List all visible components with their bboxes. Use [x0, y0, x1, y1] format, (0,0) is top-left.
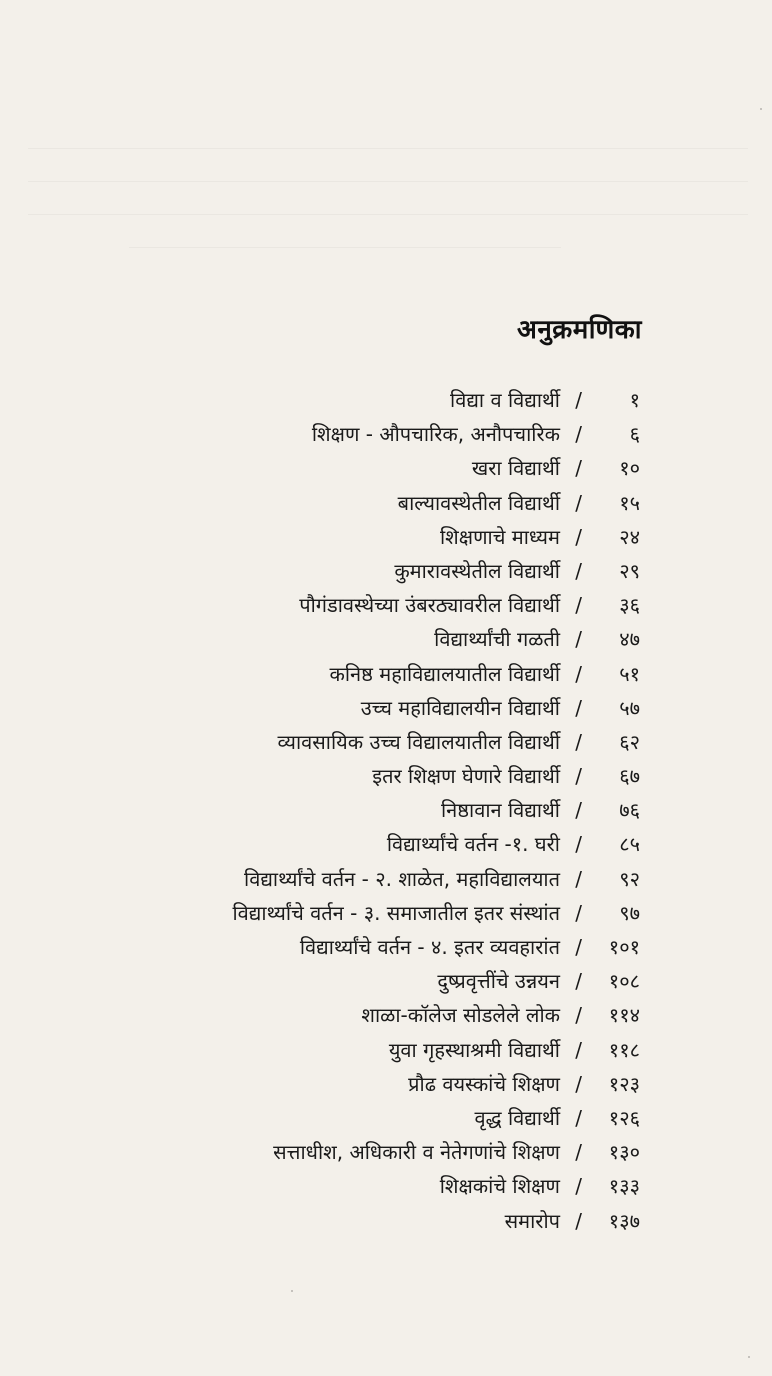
toc-entry-title: प्रौढ वयस्कांचे शिक्षण — [408, 1071, 560, 1096]
toc-entry-separator: / — [575, 695, 582, 720]
toc-entry-separator: / — [575, 935, 582, 959]
toc-entry-page-number: १०१ — [608, 935, 640, 959]
toc-entry-separator: / — [575, 1105, 582, 1130]
toc-entry-page-number: ९७ — [619, 900, 640, 925]
toc-entry — [0, 451, 772, 485]
toc-entry-page-number: ११४ — [608, 1003, 640, 1028]
toc-entry-page-number: १ — [629, 388, 640, 412]
toc-entry — [0, 1067, 772, 1101]
toc-entry — [0, 862, 772, 896]
toc-entry-title: समारोप — [504, 1208, 560, 1233]
toc-entry — [0, 964, 772, 998]
toc-entry-page-number: १२३ — [608, 1071, 640, 1096]
toc-entry-title: युवा गृहस्थाश्रमी विद्यार्थी — [388, 1037, 560, 1062]
toc-entry-separator: / — [575, 388, 582, 412]
toc-entry-title: खरा विद्यार्थी — [471, 456, 560, 481]
toc-entry-page-number: १३७ — [608, 1208, 640, 1233]
toc-entry-separator: / — [575, 524, 582, 549]
toc-entry-title: शिक्षकांचे शिक्षण — [439, 1174, 560, 1199]
toc-entry-separator: / — [575, 832, 582, 857]
paper-speck — [291, 1290, 293, 1292]
toc-entry — [0, 1033, 772, 1067]
toc-entry — [0, 1204, 772, 1238]
toc-entry-title: विद्या व विद्यार्थी — [450, 388, 560, 412]
toc-entry-separator: / — [575, 593, 582, 618]
toc-entry-page-number: १०८ — [608, 969, 640, 994]
page-title: अनुक्रमणिका — [516, 315, 642, 345]
toc-entry-title: उच्च महाविद्यालयीन विद्यार्थी — [360, 695, 560, 720]
toc-entry-title: विद्यार्थ्यांचे वर्तन -१. घरी — [386, 832, 560, 857]
bleed-through-text — [28, 118, 748, 250]
toc-entry-page-number: १३३ — [608, 1174, 640, 1199]
toc-entry-title: शिक्षणाचे माध्यम — [439, 524, 560, 549]
toc-entry-page-number: १२६ — [608, 1105, 640, 1130]
toc-entry-separator: / — [575, 1174, 582, 1199]
toc-entry-separator: / — [575, 456, 582, 481]
toc-entry-title: विद्यार्थ्यांचे वर्तन - २. शाळेत, महाविद्यालयात — [244, 866, 560, 891]
toc-entry-page-number: ८५ — [619, 832, 640, 857]
toc-entry-title: विद्यार्थ्यांचे वर्तन - ४. इतर व्यवहारांत — [299, 935, 560, 959]
toc-entry — [0, 793, 772, 827]
toc-entry-page-number: ५७ — [619, 695, 640, 720]
toc-entry-title: दुष्प्रवृत्तींचे उन्नयन — [437, 969, 560, 994]
toc-entry-separator: / — [575, 490, 582, 515]
toc-entry-separator: / — [575, 558, 582, 583]
toc-entry-separator: / — [575, 422, 582, 447]
toc-entry-separator: / — [575, 627, 582, 652]
toc-entry-title: विद्यार्थ्यांची गळती — [434, 627, 560, 652]
toc-entry — [0, 417, 772, 451]
toc-entry — [0, 520, 772, 554]
toc-entry-page-number: ४७ — [619, 627, 640, 652]
toc-entry-page-number: २४ — [619, 524, 640, 549]
toc-entry-title: कुमारावस्थेतील विद्यार्थी — [394, 558, 560, 583]
toc-entry — [0, 759, 772, 793]
toc-entry-page-number: ६ — [629, 422, 640, 447]
toc-entry-separator: / — [575, 798, 582, 823]
toc-entry — [0, 554, 772, 588]
toc-entry-separator: / — [575, 661, 582, 686]
toc-entry-separator: / — [575, 1037, 582, 1062]
toc-entry — [0, 588, 772, 622]
toc-entry-title: व्यावसायिक उच्च विद्यालयातील विद्यार्थी — [277, 729, 560, 754]
toc-entry-title: कनिष्ठ महाविद्यालयातील विद्यार्थी — [329, 661, 560, 686]
toc-entry — [0, 725, 772, 759]
table-of-contents — [0, 383, 772, 1238]
toc-entry-separator: / — [575, 729, 582, 754]
toc-entry — [0, 622, 772, 656]
toc-entry — [0, 1135, 772, 1169]
toc-entry-separator: / — [575, 1140, 582, 1165]
toc-entry-separator: / — [575, 1071, 582, 1096]
toc-entry — [0, 1169, 772, 1203]
toc-entry — [0, 1101, 772, 1135]
toc-entry-page-number: ५१ — [619, 661, 640, 686]
toc-entry — [0, 657, 772, 691]
toc-entry-title: विद्यार्थ्यांचे वर्तन - ३. समाजातील इतर संस्थांत — [232, 900, 560, 925]
toc-entry-title: सत्ताधीश, अधिकारी व नेतेगणांचे शिक्षण — [273, 1140, 560, 1165]
toc-entry-title: शाळा-कॉलेज सोडलेले लोक — [361, 1003, 560, 1028]
toc-entry-title: निष्ठावान विद्यार्थी — [440, 798, 560, 823]
toc-entry-separator: / — [575, 764, 582, 789]
toc-entry-separator: / — [575, 900, 582, 925]
toc-entry — [0, 383, 772, 417]
toc-entry-page-number: ६७ — [619, 764, 640, 789]
toc-entry-page-number: १५ — [619, 490, 640, 515]
toc-entry-title: बाल्यावस्थेतील विद्यार्थी — [397, 490, 560, 515]
toc-entry-page-number: २९ — [619, 558, 640, 583]
toc-entry — [0, 998, 772, 1032]
toc-entry-page-number: ७६ — [619, 798, 640, 823]
paper-speck — [760, 108, 762, 110]
toc-entry — [0, 930, 772, 964]
toc-entry-title: इतर शिक्षण घेणारे विद्यार्थी — [372, 764, 560, 789]
toc-entry — [0, 827, 772, 861]
toc-entry-title: शिक्षण - औपचारिक, अनौपचारिक — [311, 422, 560, 447]
toc-entry-separator: / — [575, 866, 582, 891]
toc-entry — [0, 896, 772, 930]
toc-entry — [0, 486, 772, 520]
toc-entry-page-number: १३० — [608, 1140, 640, 1165]
toc-entry-separator: / — [575, 1003, 582, 1028]
toc-entry-page-number: ३६ — [619, 593, 640, 618]
toc-entry-page-number: ६२ — [619, 729, 640, 754]
toc-entry-page-number: ९२ — [619, 866, 640, 891]
toc-entry-separator: / — [575, 969, 582, 994]
toc-entry-title: वृद्ध विद्यार्थी — [474, 1105, 560, 1130]
paper-speck — [748, 1356, 750, 1358]
toc-entry-page-number: ११८ — [608, 1037, 640, 1062]
toc-entry-page-number: १० — [619, 456, 640, 481]
toc-entry-separator: / — [575, 1208, 582, 1233]
toc-entry-title: पौगंडावस्थेच्या उंबरठ्यावरील विद्यार्थी — [299, 593, 560, 618]
toc-entry — [0, 691, 772, 725]
